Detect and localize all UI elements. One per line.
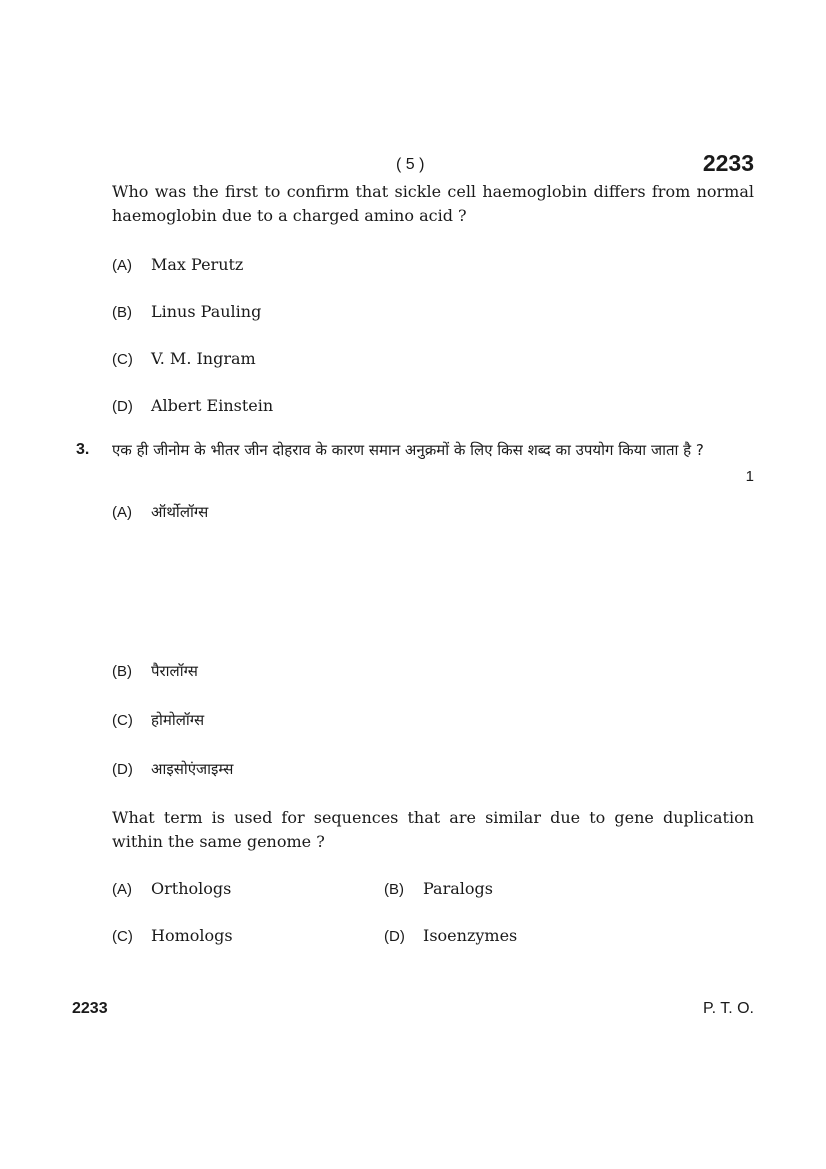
paper-code-header: 2233 — [702, 150, 754, 176]
q3-english-option-c — [112, 926, 233, 945]
page-number: ( 5 ) — [396, 156, 425, 173]
option-text: होमोलॉग्स — [151, 711, 205, 729]
option-label: (B) — [112, 663, 132, 680]
option-text: V. M. Ingram — [151, 349, 256, 368]
option-text: Orthologs — [151, 879, 232, 898]
q2-option-a — [112, 255, 243, 274]
q3-marks: 1 — [745, 468, 754, 485]
pto-label: P. T. O. — [703, 1000, 754, 1017]
option-label: (A) — [112, 881, 132, 898]
option-text: पैरालॉग्स — [151, 662, 198, 680]
q3-hindi-option-b — [112, 661, 198, 681]
option-text: Linus Pauling — [151, 302, 262, 321]
option-label: (D) — [384, 928, 405, 945]
option-text: Isoenzymes — [423, 926, 518, 945]
q2-option-c — [112, 349, 256, 368]
option-label: (C) — [112, 712, 133, 729]
paper-code-footer: 2233 — [72, 1000, 108, 1017]
option-label: (B) — [384, 881, 404, 898]
option-label: (D) — [112, 398, 133, 415]
option-text: आइसोएंजाइम्स — [151, 760, 234, 778]
q3-english-option-b — [384, 879, 493, 898]
q3-hindi-option-c — [112, 710, 204, 730]
q3-hindi-text: एक ही जीनोम के भीतर जीन दोहराव के कारण समान अनुक्रमों के लिए किस शब्द का उपयोग किया जाता है ? — [112, 441, 704, 459]
q3-english-option-d — [384, 926, 517, 945]
option-text: Albert Einstein — [151, 396, 274, 415]
option-text: Paralogs — [423, 879, 493, 898]
option-label: (C) — [112, 351, 133, 368]
q3-hindi-option-d — [112, 759, 233, 779]
option-text: Max Perutz — [151, 255, 244, 274]
q2-option-b — [112, 302, 261, 321]
q3-english-text: What term is used for sequences that are similar due to gene duplication within the same genome ? — [112, 808, 754, 851]
option-label: (D) — [112, 761, 133, 778]
option-label: (C) — [112, 928, 133, 945]
q3-number: 3. — [76, 441, 90, 458]
q2-english-text: Who was the first to confirm that sickle cell haemoglobin differs from normal haemoglobin due to a charged amino acid ? — [112, 182, 754, 225]
option-label: (B) — [112, 304, 132, 321]
option-label: (A) — [112, 257, 132, 274]
option-label: (A) — [112, 504, 132, 521]
q3-english-option-a — [112, 879, 231, 898]
q3-hindi-option-a — [112, 502, 208, 522]
q2-option-d — [112, 396, 273, 415]
option-text: ऑर्थोलॉग्स — [151, 503, 209, 521]
option-text: Homologs — [151, 926, 233, 945]
